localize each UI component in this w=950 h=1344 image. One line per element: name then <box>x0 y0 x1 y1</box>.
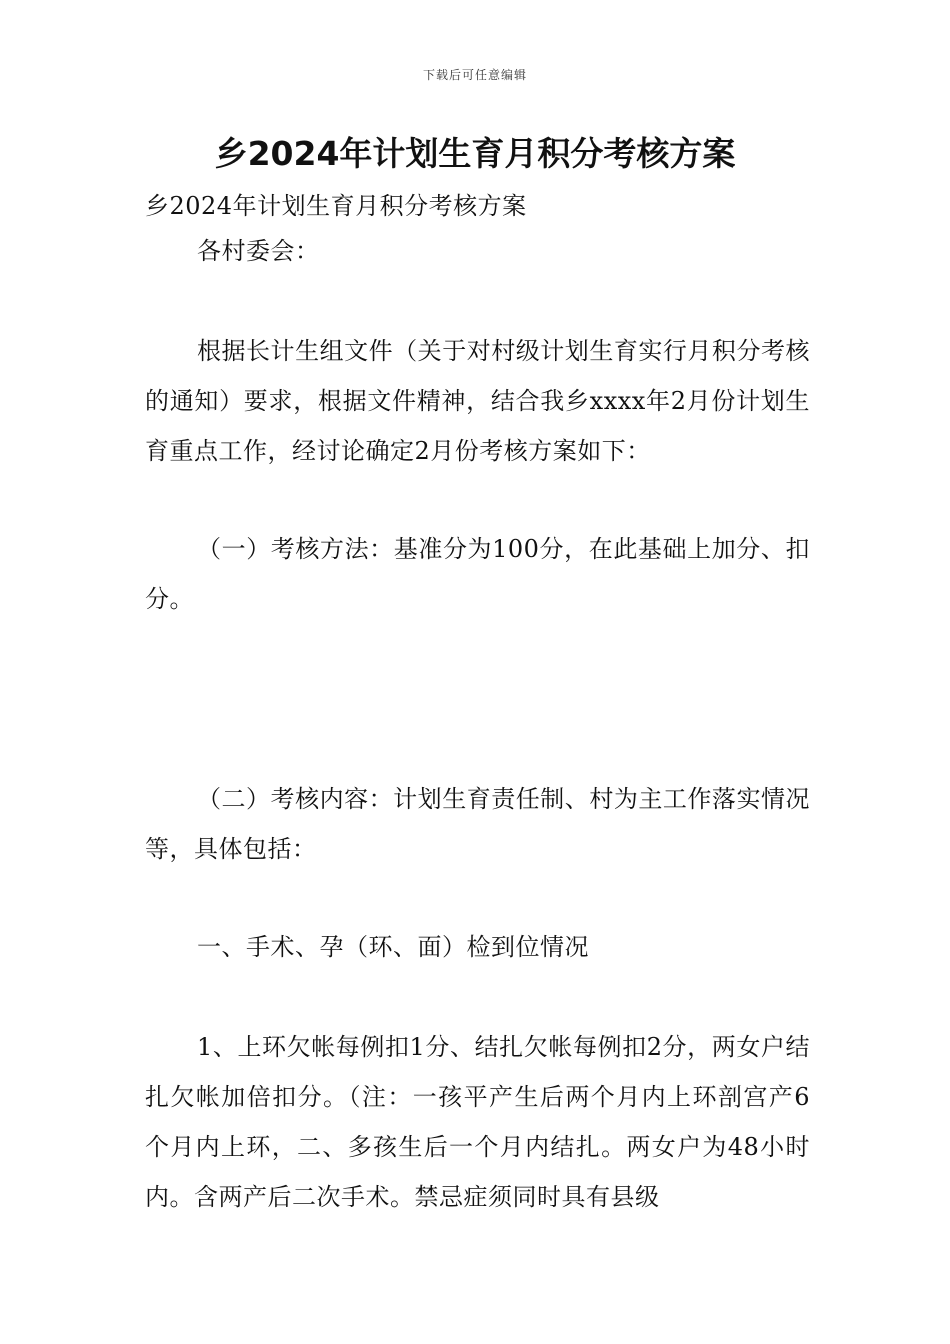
section-heading-one: 一、手术、孕（环、面）检到位情况 <box>197 933 589 961</box>
paragraph-content: （二）考核内容：计划生育责任制、村为主工作落实情况等，具体包括： <box>145 785 810 863</box>
paragraph-method: （一）考核方法：基准分为100分，在此基础上加分、扣分。 <box>145 535 810 613</box>
header-note: 下载后可任意编辑 <box>422 68 527 82</box>
document-title: 乡2024年计划生育月积分考核方案 <box>214 134 736 173</box>
paragraph-intro: 根据长计生组文件（关于对村级计划生育实行月积分考核的通知）要求，根据文件精神，结合我乡xxxx年2月份计划生育重点工作，经讨论确定2月份考核方案如下： <box>145 337 810 465</box>
paragraph-item-one: 1、上环欠帐每例扣1分、结扎欠帐每例扣2分，两女户结扎欠帐加倍扣分。（注：一孩平产生后两个月内上环剖宫产6个月内上环，二、多孩生后一个月内结扎。两女户为48小时内。含两产后二次手术。禁忌症须同时具有县级 <box>145 1033 810 1211</box>
document-subtitle: 乡2024年计划生育月积分考核方案 <box>145 192 527 220</box>
salutation: 各村委会： <box>197 237 320 265</box>
